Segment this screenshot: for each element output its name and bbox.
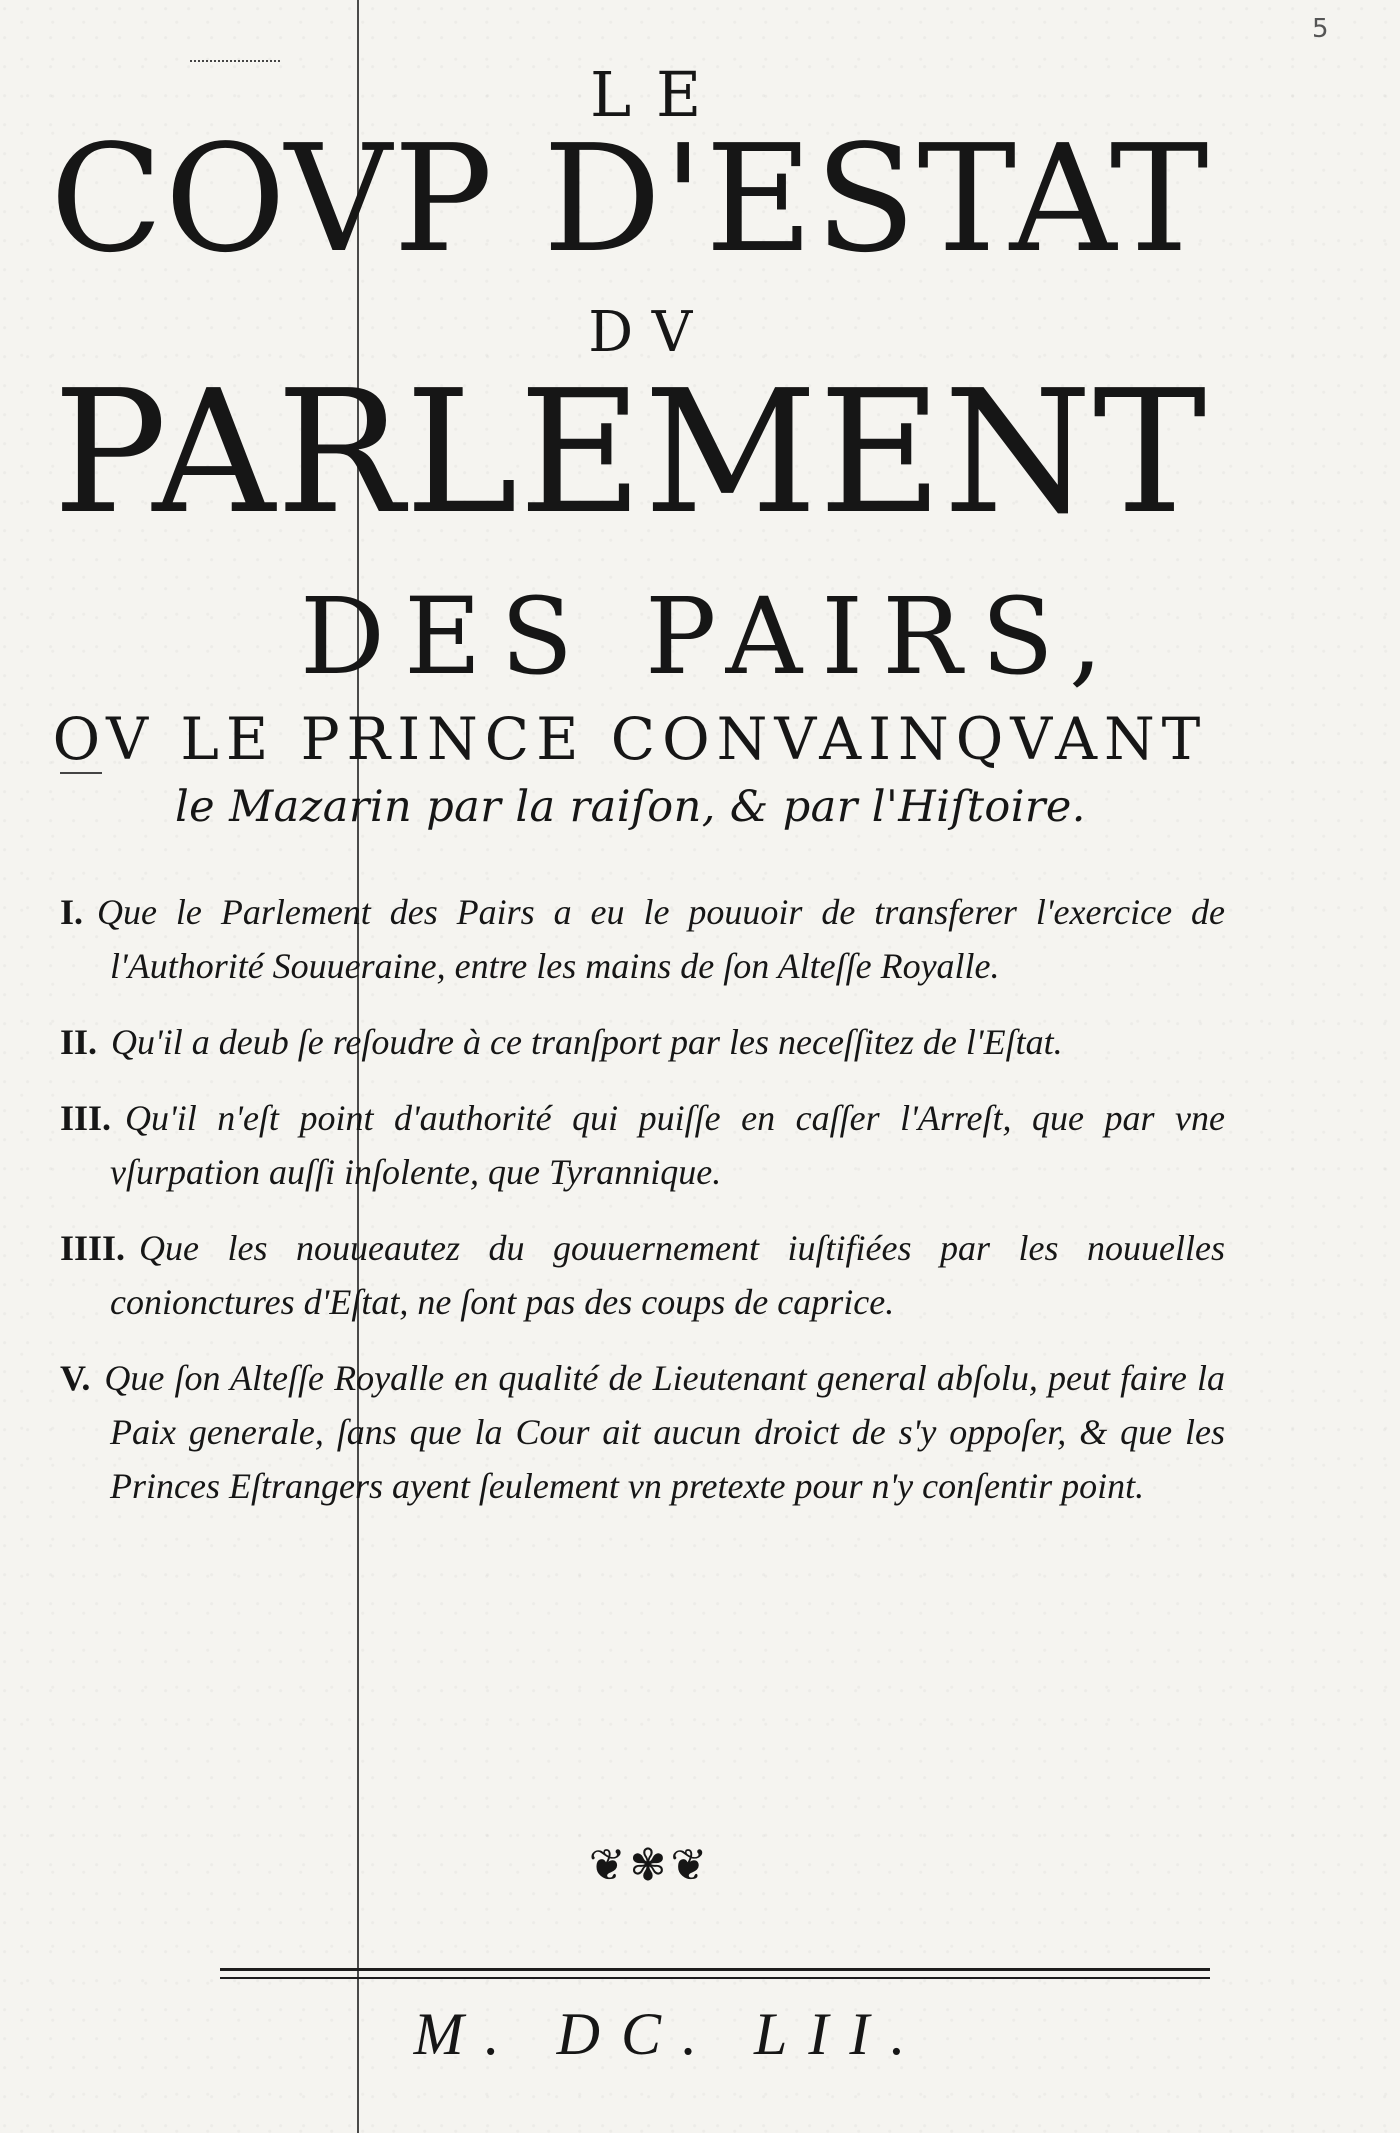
title-le: LE — [590, 58, 727, 131]
article-item — [60, 1221, 1225, 1329]
title-parlement: PARLEMENT — [52, 354, 1208, 552]
article-number: III. — [60, 1098, 112, 1138]
article-number: IIII. — [60, 1228, 126, 1268]
article-number: I. — [60, 892, 84, 932]
article-list — [60, 885, 1225, 1535]
article-text: Que ſon Alteſſe Royalle en qualité de Lieutenant general abſolu, peut faire la Paix generale, ſans que la Cour ait aucun droict de s'y oppoſer, & que les Princes Eſtrangers ayent ſeulement vn pretexte pour n'y conſentir point. — [104, 1358, 1225, 1506]
title-coup-destat: COVP D'ESTAT — [49, 113, 1211, 285]
article-item — [60, 1091, 1225, 1199]
article-item — [60, 1351, 1225, 1513]
ink-mark — [190, 60, 280, 64]
imprint-date: M. DC. LII. — [413, 2001, 927, 2067]
subtitle-line-1: OV LE PRINCE CONVAINQVANT — [52, 705, 1208, 773]
double-rule-divider — [220, 1968, 1210, 1979]
article-text: Que le Parlement des Pairs a eu le pouuoir de transferer l'exercice de l'Authorité Souueraine, entre les mains de ſon Alteſſe Royalle. — [97, 892, 1225, 986]
article-text: Que les nouueautez du gouuernement iuſtifiées par les nouuelles conionctures d'Eſtat, ne ſont pas des coups de caprice. — [110, 1228, 1225, 1322]
article-text: Qu'il a deub ſe reſoudre à ce tranſport par les neceſſitez de l'Eſtat. — [111, 1022, 1063, 1062]
subtitle-line-2: le Mazarin par la raiſon, & par l'Hiſtoire. — [175, 782, 1086, 832]
printers-ornament: ❦✾❦ — [588, 1840, 712, 1891]
page-number: 5 — [1312, 14, 1329, 44]
title-des-pairs: DES PAIRS, — [300, 575, 1122, 698]
article-item — [60, 1015, 1225, 1069]
article-text: Qu'il n'eſt point d'authorité qui puiſſe en caſſer l'Arreſt, que par vne vſurpation auſſi inſolente, que Tyrannique. — [110, 1098, 1225, 1192]
article-number: V. — [60, 1358, 91, 1398]
title-du: DV — [588, 300, 712, 365]
article-number: II. — [60, 1022, 98, 1062]
article-item — [60, 885, 1225, 993]
ink-mark — [60, 772, 102, 774]
